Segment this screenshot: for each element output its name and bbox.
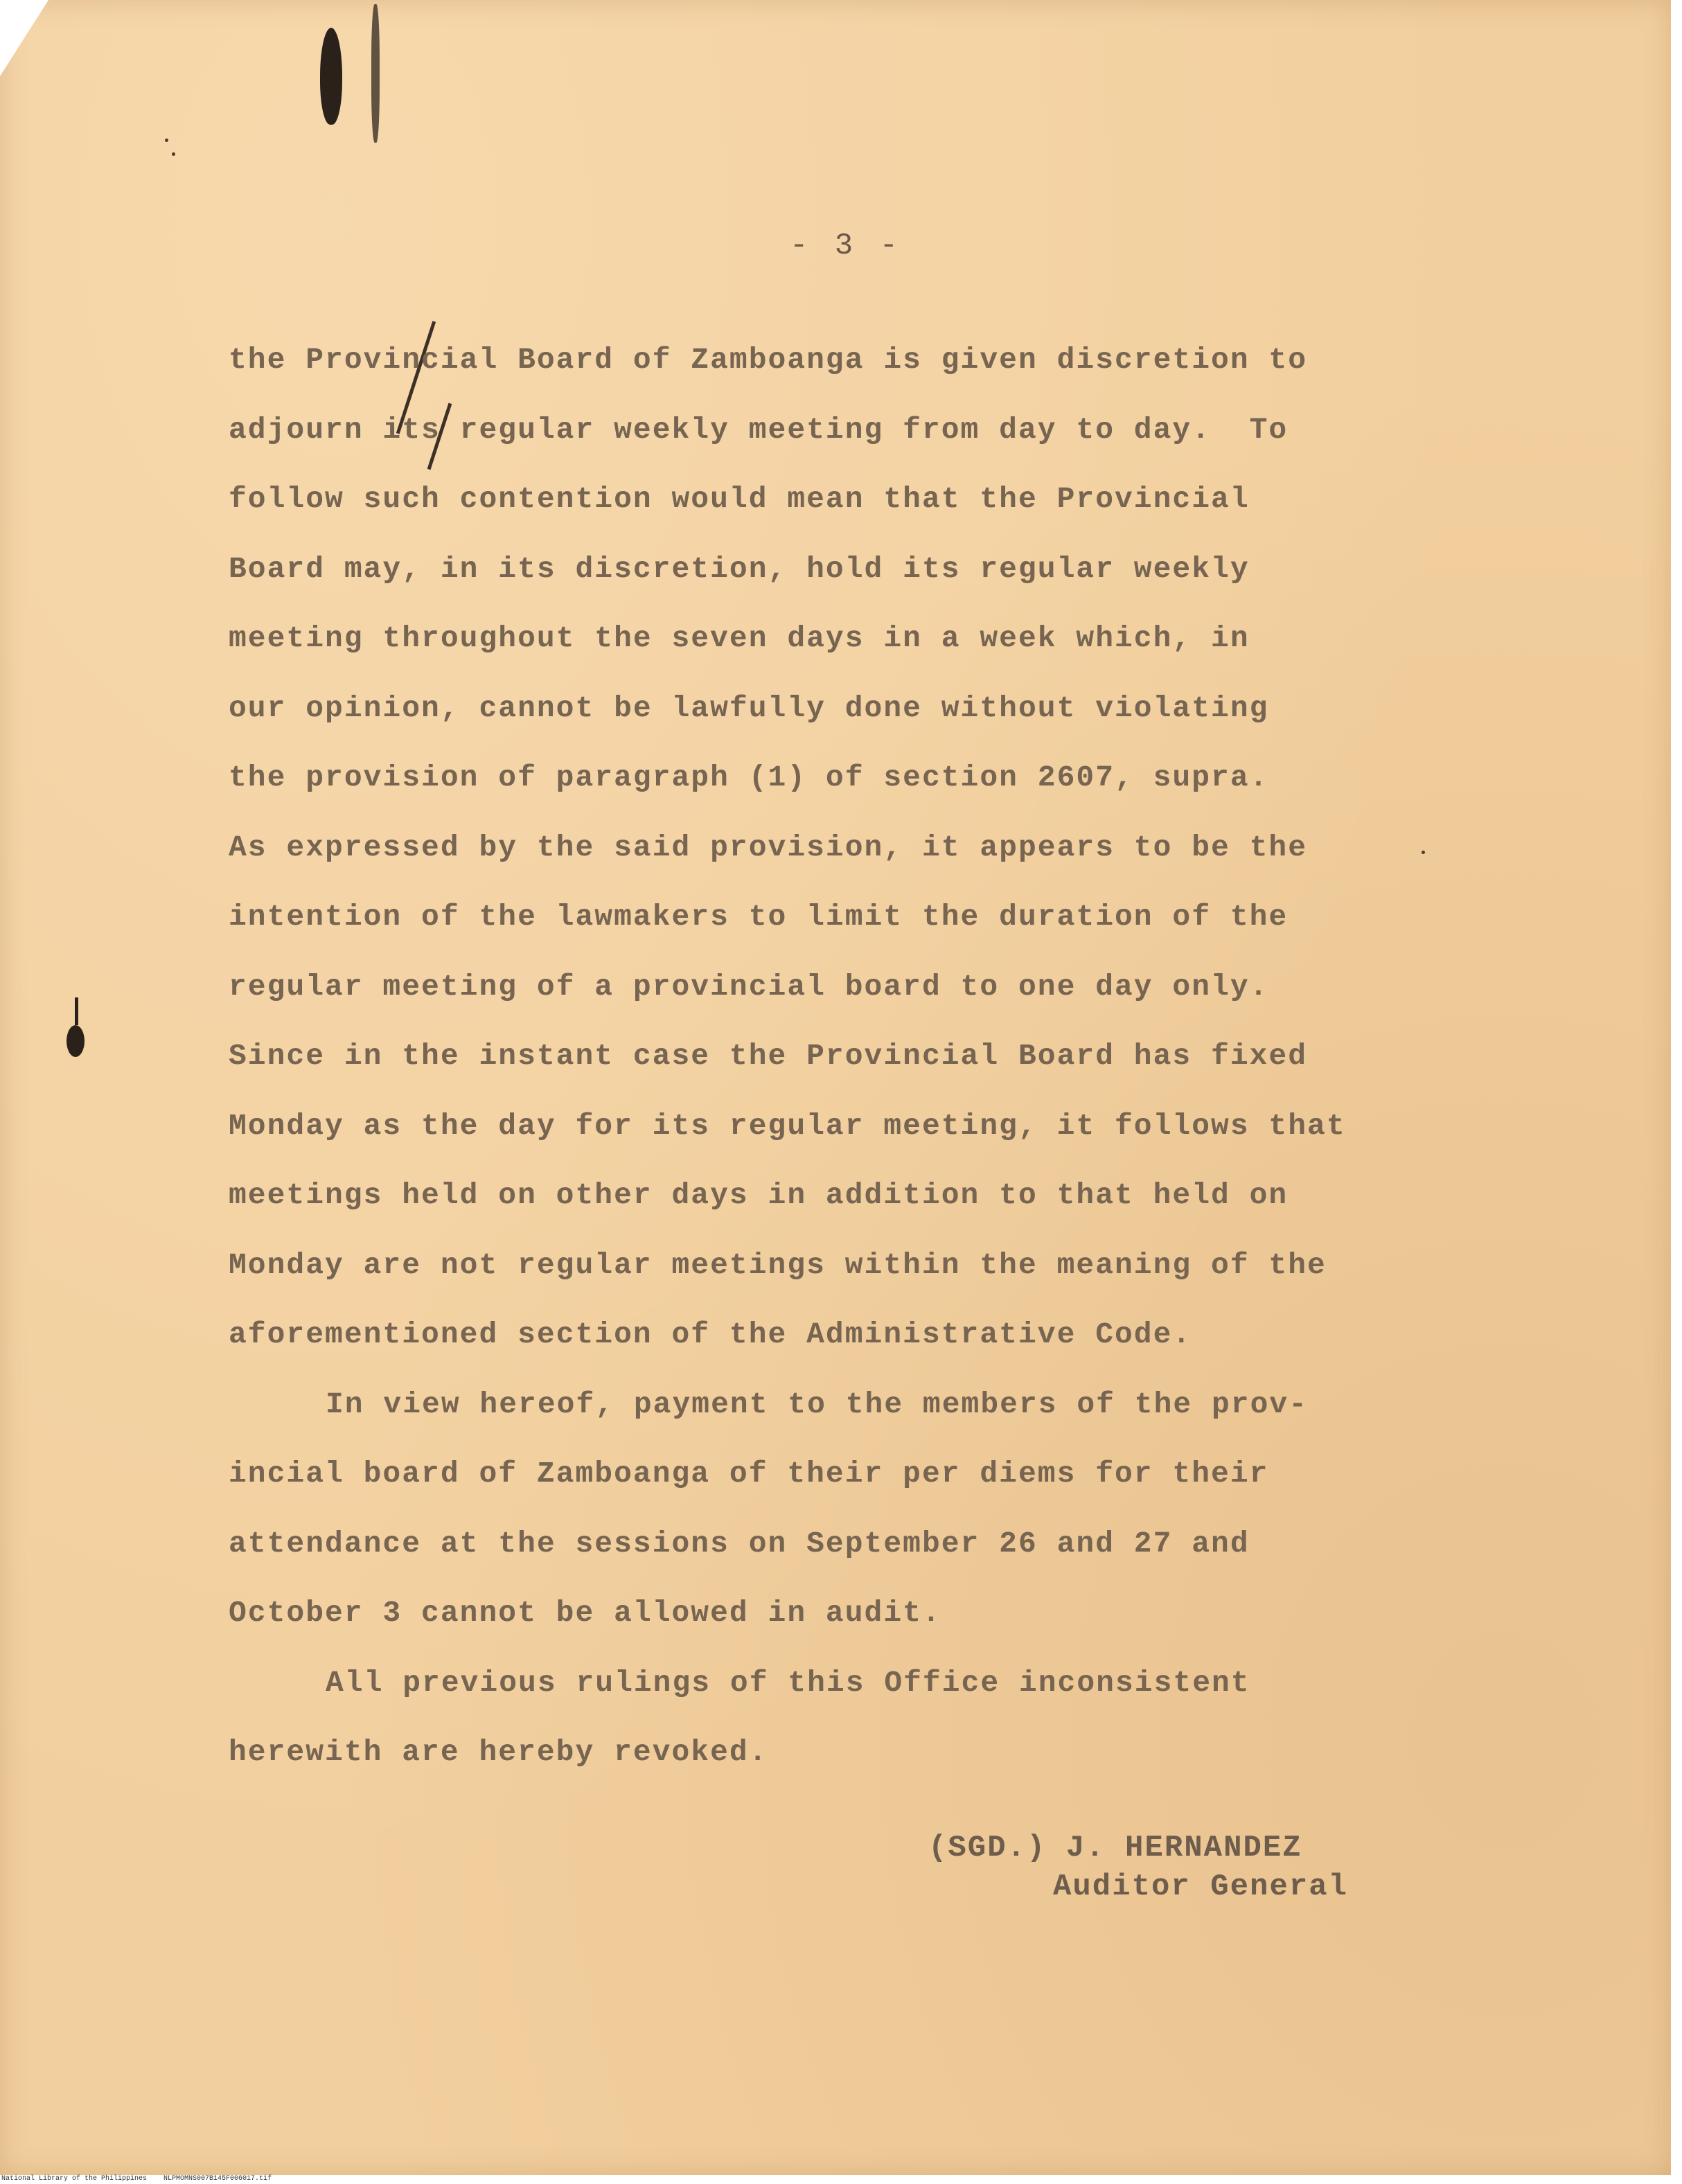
speck [165,139,168,142]
ink-blot [67,1025,85,1057]
text-line: meeting throughout the seven days in a week which, in [229,621,1250,655]
text-line: In view hereof, payment to the members of the prov- [326,1387,1309,1421]
text-line: meetings held on other days in addition to that held on [229,1178,1289,1212]
text-line: regular meeting of a provincial board to one day only. [229,969,1269,1004]
torn-corner [0,0,48,76]
text-line: adjourn its regular weekly meeting from day to day. To [229,412,1289,447]
text-line: our opinion, cannot be lawfully done without violating [229,691,1269,725]
text-line: the Provincial Board of Zamboanga is given discretion to [229,343,1308,377]
text-line: October 3 cannot be allowed in audit. [229,1596,941,1630]
text-line: incial board of Zamboanga of their per diems for their [229,1457,1269,1491]
text-line: As expressed by the said provision, it appears to be the [229,830,1308,864]
archive-footer: National Library of the Philippines NLPMOMNS007B145F006017.tif [1,2175,272,2183]
speck [172,152,175,156]
text-line: the provision of paragraph (1) of section 2607, supra. [229,761,1269,794]
text-line: aforementioned section of the Administrative Code. [229,1317,1192,1351]
ink-streak [371,4,380,143]
ink-blot [320,28,342,125]
body-text [229,326,1448,1788]
text-line: Monday as the day for its regular meeting, it follows that [229,1108,1346,1143]
text-line: Monday are not regular meetings within the meaning of the [229,1248,1327,1282]
ink-streak [75,997,78,1025]
page-number: - 3 - [790,229,903,263]
text-line: follow such contention would mean that the Provincial [229,482,1250,516]
text-line: Board may, in its discretion, hold its regular weekly [229,551,1250,586]
text-line: intention of the lawmakers to limit the duration of the [229,900,1289,934]
signature-block [928,1829,1348,1906]
text-line: herewith are hereby revoked. [229,1735,768,1769]
text-line: All previous rulings of this Office inconsistent [326,1665,1250,1700]
text-line: Since in the instant case the Provincial Board has fixed [229,1039,1308,1073]
text-line: attendance at the sessions on September 26 and 27 and [229,1526,1250,1561]
signature-name: (SGD.) J. HERNANDEZ [928,1831,1302,1865]
signature-title: Auditor General [1053,1870,1349,1904]
